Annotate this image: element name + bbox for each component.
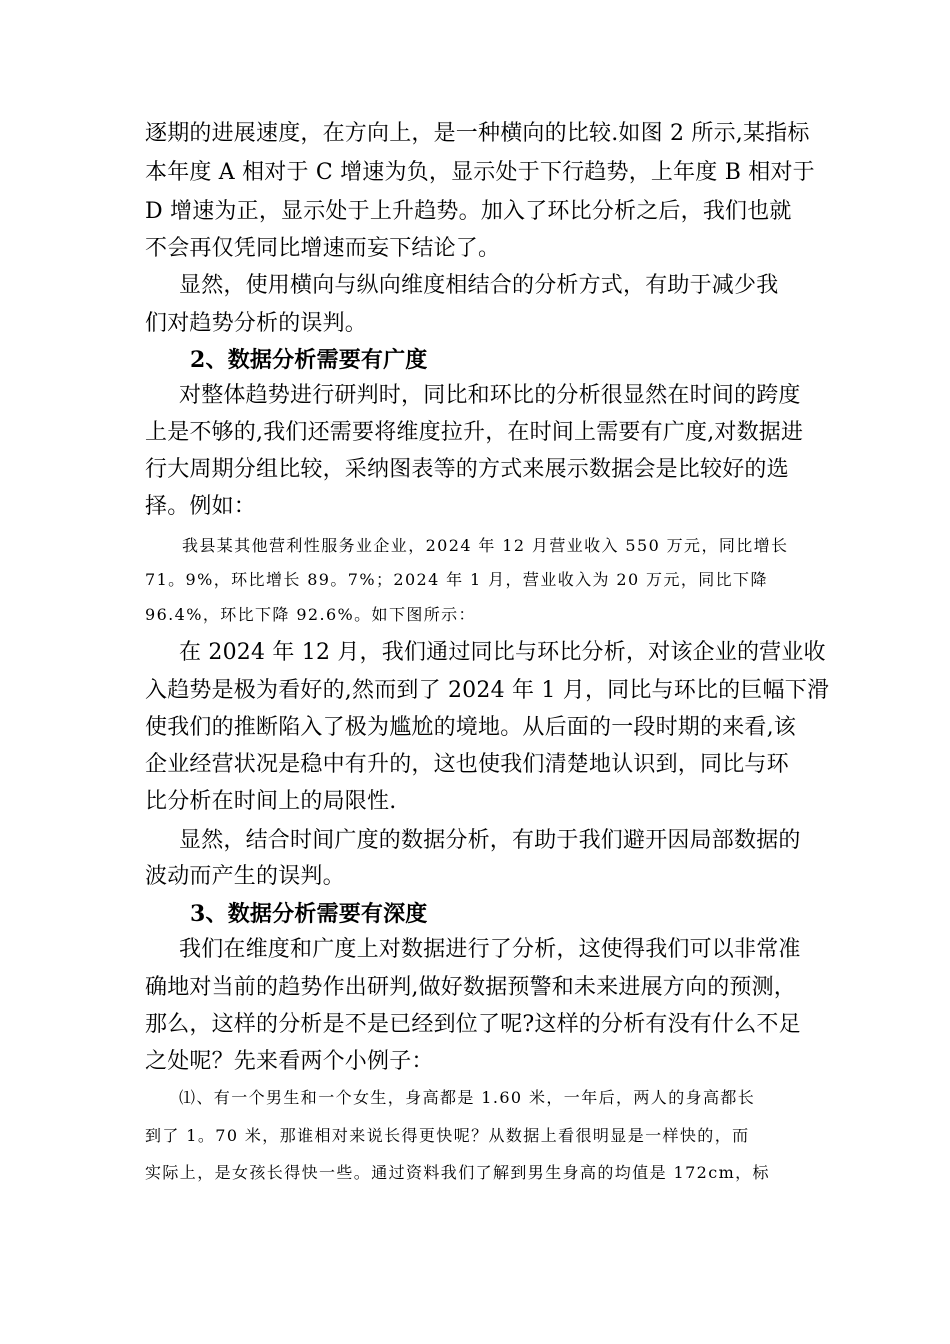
paragraph-line: 企业经营状况是稳中有升的，这也使我们清楚地认识到，同比与环	[145, 752, 789, 777]
paragraph-line: 逐期的进展速度，在方向上，是一种横向的比较.如图 2 所示,某指标	[145, 121, 810, 146]
example-line: ⑴、有一个男生和一个女生，身高都是 1.60 米，一年后，两人的身高都长	[179, 1088, 756, 1107]
paragraph-line: 择。例如：	[145, 494, 257, 519]
paragraph-line: 显然，结合时间广度的数据分析，有助于我们避开因局部数据的	[179, 828, 801, 853]
paragraph-line: 不会再仅凭同比增速而妄下结论了。	[145, 236, 501, 261]
section-heading: 3、数据分析需要有深度	[190, 901, 428, 927]
example-line: 实际上，是女孩长得快一些。通过资料我们了解到男生身高的均值是 172cm，标	[145, 1163, 770, 1182]
paragraph-line: 入趋势是极为看好的,然而到了 2024 年 1 月，同比与环比的巨幅下滑	[145, 678, 830, 703]
example-line: 96.4%，环比下降 92.6%。如下图所示：	[145, 605, 476, 624]
paragraph-line: 那么，这样的分析是不是已经到位了呢?这样的分析有没有什么不足	[145, 1012, 801, 1037]
paragraph-line: D 增速为正，显示处于上升趋势。加入了环比分析之后，我们也就	[145, 199, 792, 224]
paragraph-line: 显然，使用横向与纵向维度相结合的分析方式，有助于减少我	[179, 273, 779, 298]
paragraph-line: 在 2024 年 12 月，我们通过同比与环比分析，对该企业的营业收	[179, 640, 826, 665]
example-line: 71。9%，环比增长 89。7%；2024 年 1 月，营业收入为 20 万元，同比下降	[145, 570, 768, 589]
paragraph-line: 行大周期分组比较，采纳图表等的方式来展示数据会是比较好的选	[145, 457, 789, 482]
paragraph-line: 我们在维度和广度上对数据进行了分析，这使得我们可以非常准	[179, 937, 801, 962]
paragraph-line: 波动而产生的误判。	[145, 864, 345, 889]
paragraph-line: 之处呢？先来看两个小例子：	[145, 1049, 434, 1074]
paragraph-line: 对整体趋势进行研判时，同比和环比的分析很显然在时间的跨度	[179, 383, 801, 408]
paragraph-line: 们对趋势分析的误判。	[145, 311, 368, 336]
paragraph-line: 上是不够的,我们还需要将维度拉升，在时间上需要有广度,对数据进	[145, 420, 804, 445]
example-line: 到了 1。70 米，那谁相对来说长得更快呢？从数据上看很明显是一样快的，而	[145, 1126, 750, 1145]
example-line: 我县某其他营利性服务业企业，2024 年 12 月营业收入 550 万元，同比增长	[182, 536, 789, 555]
paragraph-line: 使我们的推断陷入了极为尴尬的境地。从后面的一段时期的来看,该	[145, 715, 796, 740]
section-heading: 2、数据分析需要有广度	[190, 347, 428, 373]
paragraph-line: 确地对当前的趋势作出研判,做好数据预警和未来进展方向的预测，	[145, 975, 796, 1000]
paragraph-line: 本年度 A 相对于 C 增速为负，显示处于下行趋势，上年度 B 相对于	[145, 160, 815, 185]
paragraph-line: 比分析在时间上的局限性.	[145, 789, 397, 814]
